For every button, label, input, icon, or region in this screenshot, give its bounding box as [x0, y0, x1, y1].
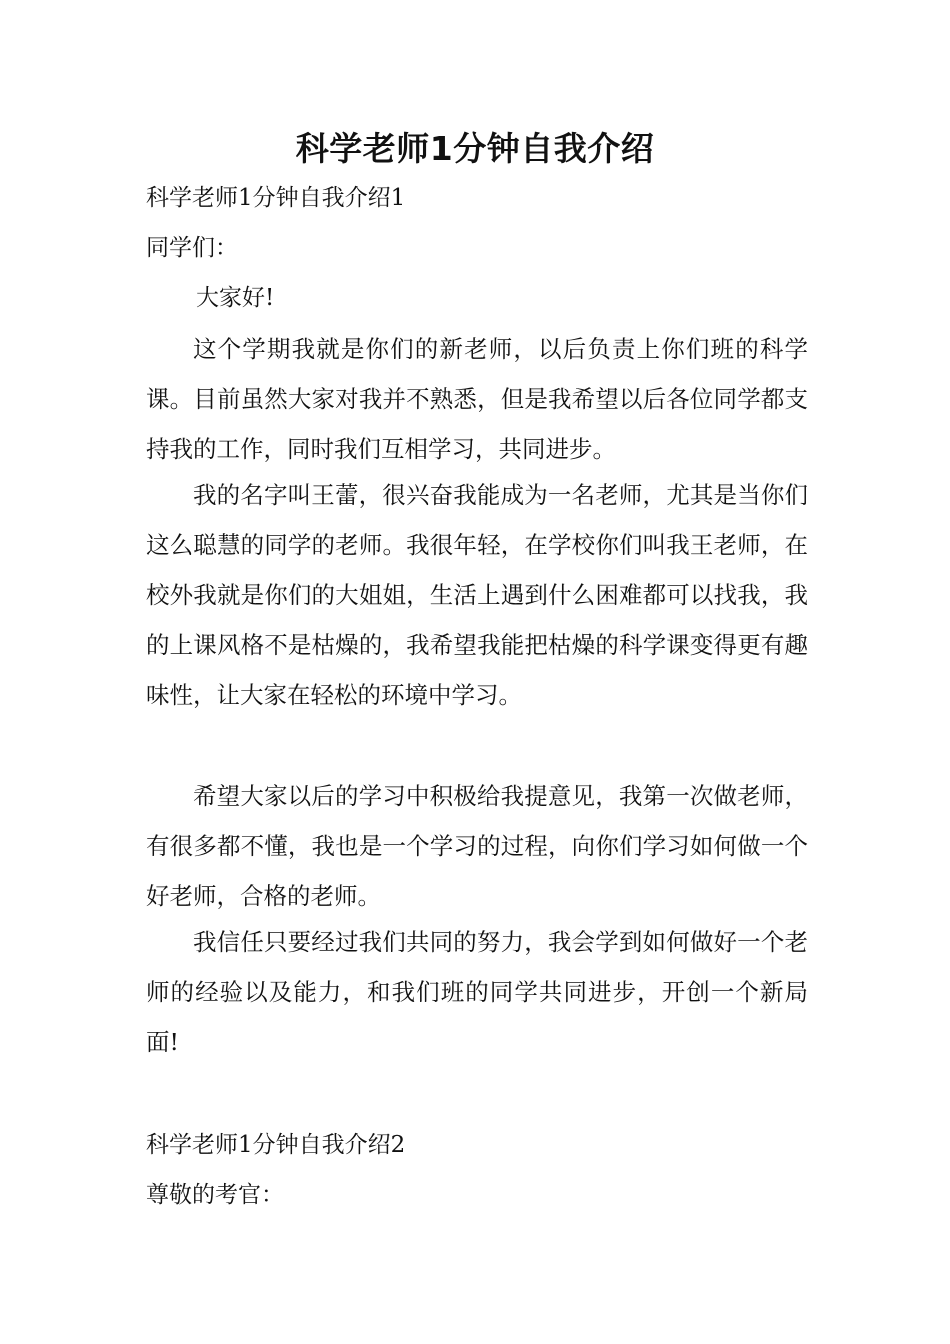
section-1-heading: 科学老师1分钟自我介绍1 — [146, 185, 406, 211]
section-1-paragraph-4: 我信任只要经过我们共同的努力，我会学到如何做好一个老师的经验以及能力，和我们班的同学共同进步，开创一个新局面! — [146, 928, 808, 1056]
section-2-heading: 科学老师1分钟自我介绍2 — [146, 1132, 406, 1158]
section-1-paragraph-2: 我的名字叫王蕾，很兴奋我能成为一名老师，尤其是当你们这么聪慧的同学的老师。我很年轻，在学校你们叫我王老师，在校外我就是你们的大姐姐，生活上遇到什么困难都可以找我，我的上课风格不是枯燥的，我希望我能把枯燥的科学课变得更有趣味性，让大家在轻松的环境中学习。 — [146, 481, 808, 709]
section-1-paragraph-3: 希望大家以后的学习中积极给我提意见，我第一次做老师，有很多都不懂，我也是一个学习的过程，向你们学习如何做一个好老师，合格的老师。 — [146, 782, 808, 910]
document-title: 科学老师1分钟自我介绍 — [295, 129, 655, 168]
section-2-salutation: 尊敬的考官： — [146, 1182, 284, 1208]
section-1-salutation: 同学们： — [146, 235, 238, 261]
section-1-greeting: 大家好! — [196, 285, 275, 311]
section-1-paragraph-1: 这个学期我就是你们的新老师，以后负责上你们班的科学课。目前虽然大家对我并不熟悉，但是我希望以后各位同学都支持我的工作，同时我们互相学习，共同进步。 — [146, 335, 808, 463]
